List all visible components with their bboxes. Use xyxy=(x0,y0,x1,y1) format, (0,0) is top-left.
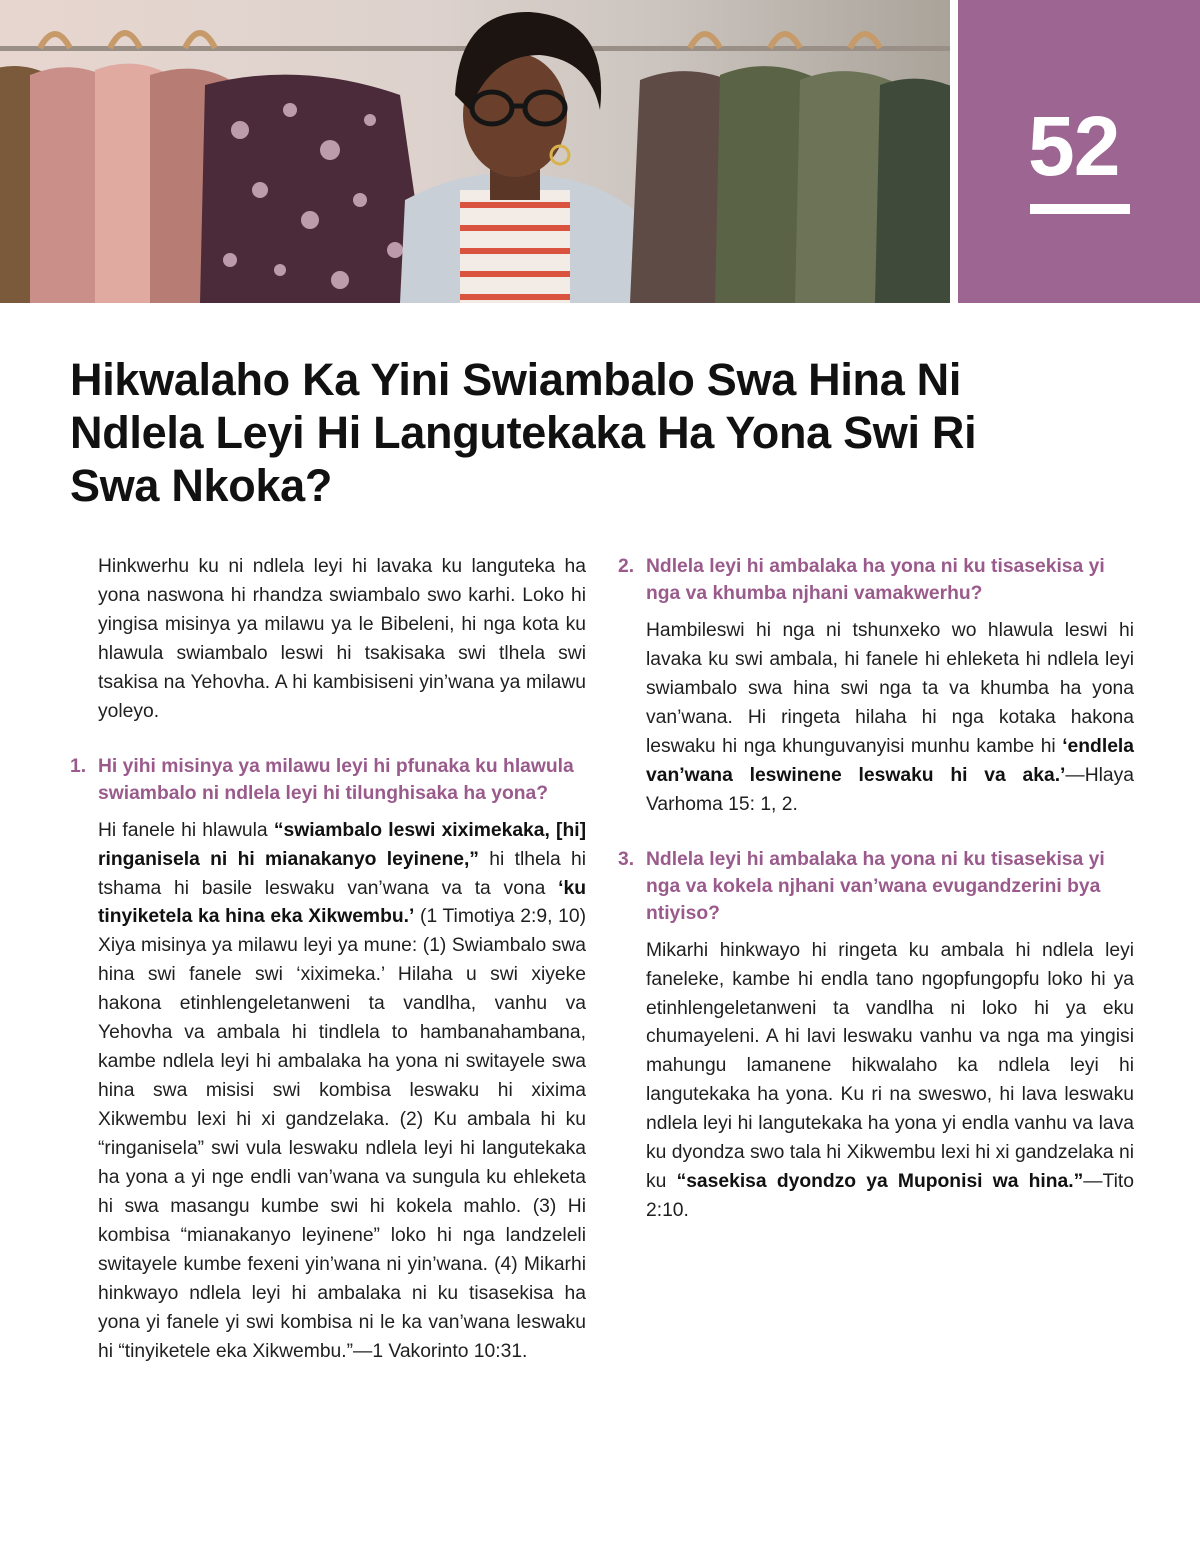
question-heading xyxy=(70,753,586,807)
question-heading xyxy=(618,846,1134,927)
question-heading xyxy=(618,553,1134,607)
question-block-2 xyxy=(618,553,1134,820)
question-number: 3. xyxy=(618,848,635,870)
answer-text: Hambileswi hi nga ni tshunxeko wo hlawula leswi hi lavaka ku swi ambala, hi fanele hi ehleketa hi ndlela leyi swiambalo swa hina swi nga ta va khumba ha yona van’wana. Hi ringeta hilaha hi nga kotaka hakona leswaku hi nga khunguvanyisi munhu kambe hi xyxy=(646,620,1134,757)
lesson-number-badge xyxy=(958,0,1200,303)
scripture-quote: “swiambalo leswi xiximekaka, [hi] ringanisela ni hi mianakanyo leyinene,” xyxy=(98,819,586,870)
answer-text: (1 Timotiya 2:9, 10) Xiya misinya ya milawu leyi ya mune: (1) Swiambalo swa hina swi fanele swi ‘xiximeka.’ Hilaha u swi xiyeke hakona etinhlengeletanweni ta vandlha, vanhu va Yehovha va ambala hi tindlela to hambanahambana, kambe ndlela leyi hi ambalaka ha yona ni switayele swa hina swa misisi swi kombisa leswaku hi xixima Xikwembu lexi hi xi gandzelaka. (2) Ku ambala hi ku “ringanisela” swi vula leswaku ndlela leyi hi langutekaka ha yona a yi nge endli van’wana va sungula ku ehleketa hi swa masangu kumbe swi hi kokela mahlo. (3) Hi kombisa “mianakanyo leyinene” loko hi nga landzeleli switayele kumbe fexeni yin’wana ni yin’wana. (4) Mikarhi hinkwayo ndlela leyi hi ambalaka ni ku tisasekisa ha yona yi fanele yi swi kombisa ni le ka van’wana leswaku hi “tinyiketele eka Xikwembu.”—1 Vakorinto 10:31. xyxy=(98,906,587,1362)
answer-text: hi tlhela hi tshama hi basile leswaku van’wana va ta vona xyxy=(98,848,587,899)
scripture-quote: “sasekisa dyondzo ya Muponisi wa hina.” xyxy=(676,1171,1084,1193)
lesson-number: 52 xyxy=(1028,99,1120,193)
scripture-quote: ‘endlela van’wana leswinene leswaku hi va aka.’ xyxy=(646,735,1134,786)
question-number: 2. xyxy=(618,556,635,577)
left-column xyxy=(70,553,587,1366)
question-number: 1. xyxy=(70,755,87,777)
answer-text: —Hlaya Varhoma 15: 1, 2. xyxy=(646,764,1134,815)
hero-photo xyxy=(0,0,950,303)
answer-text: Hi fanele hi hlawula xyxy=(98,819,274,841)
answer-paragraph xyxy=(98,817,586,1367)
photo-woman-clothing-rack-icon xyxy=(0,0,950,303)
question-text: Ndlela leyi hi ambalaka ha yona ni ku tisasekisa yi nga va kokela njhani van’wana evugandzerini bya ntiyiso? xyxy=(646,848,1105,924)
badge-underline xyxy=(1030,204,1130,214)
right-column xyxy=(618,553,1134,1226)
answer-paragraph xyxy=(646,937,1134,1226)
question-block-3 xyxy=(618,846,1134,1226)
answer-paragraph xyxy=(646,617,1134,820)
question-text: Ndlela leyi hi ambalaka ha yona ni ku tisasekisa yi nga va khumba njhani vamakwerhu? xyxy=(646,556,1105,605)
answer-text: Mikarhi hinkwayo hi ringeta ku ambala hi ndlela leyi faneleke, kambe hi endla tano ngopfungopfu loko hi ya etinhlengeletanweni ta vandlha ni loko hi ya eku chumayeleni. A hi lavi leswaku vanhu va nga ma yingisi mahungu lamanene hikwalaho ka ndlela leyi hi langutekaka ha yona. Ku ri na sweswo, hi lava leswaku ndlela leyi hi langutekaka ha yona yi endla vanhu va lava ku dyondza swo tala hi Xikwembu lexi hi xi gandzelaka ni ku xyxy=(646,939,1134,1193)
answer-text: —Tito 2:10. xyxy=(646,1171,1134,1222)
question-block-1 xyxy=(70,753,587,1367)
page-title: Hikwalaho Ka Yini Swiambalo Swa Hina Ni Ndlela Leyi Hi Langutekaka Ha Yona Swi Ri Swa Nkoka? xyxy=(70,354,977,512)
question-text: Hi yihi misinya ya milawu leyi hi pfunaka ku hlawula swiambalo ni ndlela leyi hi tilunghisaka ha yona? xyxy=(98,755,574,804)
intro-paragraph: Hinkwerhu ku ni ndlela leyi hi lavaka ku languteka ha yona naswona hi rhandza swiambalo swo karhi. Loko hi yingisa misinya ya milawu ya le Bibeleni, hi nga kota ku hlawula swiambalo leswi hi tsakisaka swi tlhela swi tsakisa na Yehovha. A hi kambisiseni yin’wana ya milawu yoleyo. xyxy=(98,556,586,722)
scripture-quote: ‘ku tinyiketela ka hina eka Xikwembu.’ xyxy=(98,877,586,928)
